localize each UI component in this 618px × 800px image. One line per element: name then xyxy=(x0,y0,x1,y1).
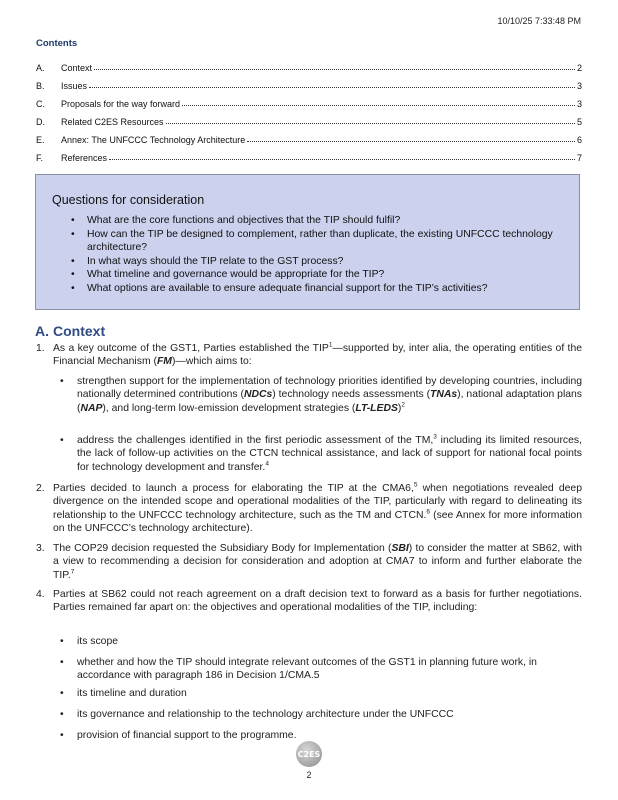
question-text: What are the core functions and objectives that the TIP should fulfil? xyxy=(87,215,401,226)
toc-letter: F. xyxy=(36,153,44,163)
footnote-ref[interactable]: 5 xyxy=(413,481,418,489)
bullet-text: its scope xyxy=(77,636,119,647)
bullet-icon: • xyxy=(60,435,64,446)
text-run: ) technology needs assessments ( xyxy=(272,389,431,401)
paragraph-number: 1. xyxy=(36,343,45,354)
text-run: strengthen support for the implementation of technology priorities identified by developing countries, including nationally determined contributions ( xyxy=(77,376,582,401)
toc-entry[interactable] xyxy=(36,55,582,73)
paragraph-4 xyxy=(36,588,582,615)
bullet-icon: • xyxy=(60,636,64,647)
bullet-icon: • xyxy=(71,215,75,226)
text-run: including its limited resources, the lack of follow-up activities on the CTCN technical assistance, and lack of support for national focal points for technology development and transfer. xyxy=(77,435,582,473)
paragraph-1 xyxy=(36,342,582,369)
toc-title: Annex: The UNFCCC Technology Architecture xyxy=(61,135,246,145)
bullet-icon: • xyxy=(71,282,75,294)
footnote-ref[interactable]: 4 xyxy=(265,460,269,468)
footnote-ref[interactable]: 2 xyxy=(401,401,405,409)
question-text: What options are available to ensure adequate financial support for the TIP’s activities? xyxy=(87,282,488,294)
sub-bullet xyxy=(60,434,582,474)
toc-page: 5 xyxy=(576,117,582,127)
bullet-text: its timeline and duration xyxy=(77,688,187,699)
bullet-icon: • xyxy=(71,269,75,280)
toc-title: Related C2ES Resources xyxy=(61,117,164,127)
text-run: ) xyxy=(397,402,402,414)
text-run: The COP29 decision requested the Subsidiary Body for Implementation ( xyxy=(53,543,392,554)
abbreviation: NDCs xyxy=(243,389,273,401)
list-item xyxy=(71,214,557,228)
bullet-icon: • xyxy=(71,228,75,240)
paragraph-text xyxy=(53,342,582,369)
list-item xyxy=(71,268,557,282)
toc-entry[interactable] xyxy=(36,73,582,91)
toc-letter: B. xyxy=(36,81,45,91)
toc-title: Context xyxy=(61,63,93,73)
questions-list xyxy=(71,214,557,295)
bullet-icon: • xyxy=(71,255,75,267)
list-item xyxy=(60,635,582,648)
bullet-text xyxy=(77,434,582,474)
logo-text: C2ES xyxy=(297,749,321,759)
toc-letter: A. xyxy=(36,63,45,73)
abbreviation: LT-LEDS xyxy=(355,402,398,414)
abbreviation: NAP xyxy=(80,402,103,414)
list-item xyxy=(71,255,557,269)
paragraph-text: Parties at SB62 could not reach agreement on a draft decision text to forward as a basis for further negotiations. Parties remained far apart on: the objectives and operational modalities of the TIP, including: xyxy=(53,589,582,614)
bullet-text xyxy=(77,375,582,415)
text-run: —supported by, inter alia, the operating entities of the Financial Mechanism ( xyxy=(53,343,582,368)
list-item xyxy=(60,656,582,683)
abbreviation: TNAs xyxy=(430,389,458,401)
abbreviation: SBI xyxy=(391,543,409,554)
bullet-icon: • xyxy=(60,709,64,720)
bullet-text: whether and how the TIP should integrate relevant outcomes of the GST1 in planning future work, in accordance with paragraph 186 in Decision 1/CMA.5 xyxy=(77,657,537,682)
footnote-ref[interactable]: 1 xyxy=(328,341,333,349)
toc-leader xyxy=(166,123,575,124)
question-text: What timeline and governance would be appropriate for the TIP? xyxy=(87,269,385,280)
text-run: ), national adaptation plans ( xyxy=(77,389,583,414)
abbreviation: FM xyxy=(156,356,172,368)
paragraph-3 xyxy=(36,542,582,582)
footnote-ref[interactable]: 3 xyxy=(433,433,437,441)
questions-box xyxy=(35,174,580,310)
toc-entry[interactable] xyxy=(36,127,582,145)
questions-heading: Questions for consideration xyxy=(52,193,205,207)
toc-leader xyxy=(89,87,575,88)
toc-page: 3 xyxy=(576,81,582,91)
print-timestamp: 10/10/25 7:33:48 PM xyxy=(497,16,581,26)
toc-page: 7 xyxy=(576,153,582,163)
toc-entry[interactable] xyxy=(36,109,582,127)
toc-title: Proposals for the way forward xyxy=(61,99,181,109)
paragraph-number: 4. xyxy=(36,589,45,600)
toc-title: References xyxy=(61,153,108,163)
list-item xyxy=(60,687,582,700)
footnote-ref[interactable]: 6 xyxy=(426,508,430,516)
toc-leader xyxy=(182,105,575,106)
paragraph-text xyxy=(53,542,582,582)
page-number: 2 xyxy=(306,770,312,780)
toc-letter: C. xyxy=(36,99,45,109)
text-run: (see Annex for more information on the UNFCCC’s technology architecture). xyxy=(53,509,582,535)
list-item xyxy=(71,282,557,296)
bullet-icon: • xyxy=(60,657,64,668)
paragraph-2 xyxy=(36,482,582,536)
table-of-contents xyxy=(36,55,582,163)
bullet-icon: • xyxy=(60,688,64,699)
toc-letter: E. xyxy=(36,135,45,145)
toc-letter: D. xyxy=(36,117,45,127)
toc-page: 6 xyxy=(576,135,582,145)
section-letter: A. xyxy=(35,323,49,339)
bullet-text: its governance and relationship to the technology architecture under the UNFCCC xyxy=(77,709,454,720)
text-run: ), and long-term low-emission development strategies ( xyxy=(102,402,356,414)
bullet-icon: • xyxy=(60,376,64,387)
list-item xyxy=(60,729,582,742)
sub-bullet xyxy=(60,375,582,415)
paragraph-text xyxy=(53,482,582,536)
toc-entry[interactable] xyxy=(36,145,582,163)
toc-leader xyxy=(247,141,575,142)
section-heading xyxy=(35,323,105,339)
bullet-icon: • xyxy=(60,730,64,741)
question-text: How can the TIP be designed to complement, rather than duplicate, the existing UNFCCC technology architecture? xyxy=(87,228,553,253)
text-run: ) to consider the matter at SB62, with a view to recommending a decision for consideration and adoption at CMA7 to inform and further elaborate the TIP. xyxy=(53,543,582,581)
text-run: )—which aims to: xyxy=(171,356,252,368)
footnote-ref[interactable]: 7 xyxy=(70,568,75,576)
contents-title: Contents xyxy=(36,38,78,49)
text-run: address the challenges identified in the first periodic assessment of the TM, xyxy=(77,435,434,446)
toc-leader xyxy=(109,159,575,160)
paragraph-number: 2. xyxy=(36,483,45,494)
toc-entry[interactable] xyxy=(36,91,582,109)
list-item xyxy=(71,228,557,255)
question-text: In what ways should the TIP relate to the GST process? xyxy=(87,255,344,267)
paragraph-number: 3. xyxy=(36,543,45,554)
toc-page: 2 xyxy=(576,63,582,73)
list-item xyxy=(60,708,582,721)
toc-title: Issues xyxy=(61,81,88,91)
c2es-logo xyxy=(296,741,322,767)
bullet-text: provision of financial support to the programme. xyxy=(77,730,297,741)
toc-page: 3 xyxy=(576,99,582,109)
toc-leader xyxy=(94,69,575,70)
text-run: As a key outcome of the GST1, Parties established the TIP xyxy=(53,343,329,354)
text-run: Parties decided to launch a process for elaborating the TIP at the CMA6, xyxy=(53,483,414,494)
text-run: when negotiations revealed deep divergence on the intended scope and operational modalities of the TIP, particularly with regard to delineating its relationship to the UNFCCC technology architecture, such as the TM and CTCN. xyxy=(53,483,582,521)
section-title: Context xyxy=(53,323,106,339)
